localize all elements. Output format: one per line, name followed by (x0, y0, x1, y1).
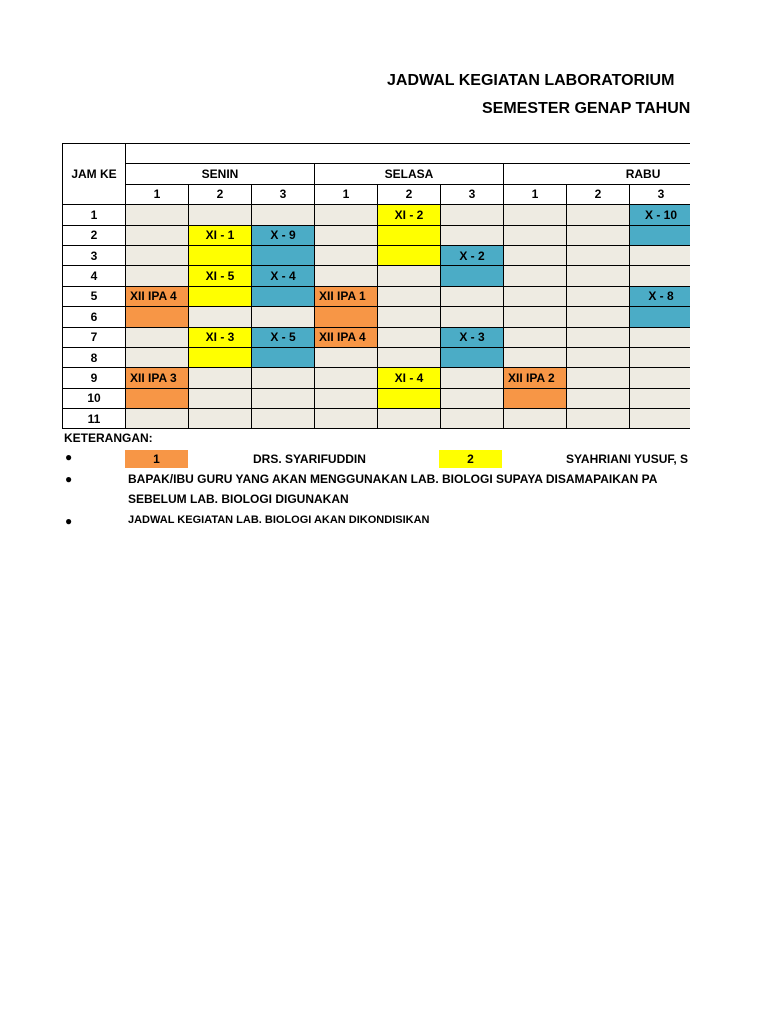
schedule-cell (504, 347, 567, 367)
schedule-cell (441, 225, 504, 245)
schedule-cell (567, 286, 630, 306)
table-row (63, 307, 768, 327)
legend-label: KETERANGAN: (64, 431, 153, 445)
schedule-cell: X - 10 (630, 205, 693, 225)
schedule-cell (126, 388, 189, 408)
day-header-senin: SENIN (126, 164, 315, 184)
schedule-cell (126, 347, 189, 367)
schedule-cell (504, 388, 567, 408)
schedule-cell (315, 307, 378, 327)
schedule-cell: X - 3 (441, 327, 504, 347)
schedule-cell (252, 286, 315, 306)
jam-number: 6 (63, 307, 126, 327)
table-row (63, 225, 768, 245)
schedule-cell: XII IPA 2 (504, 368, 567, 388)
schedule-cell (315, 245, 378, 265)
jam-number: 10 (63, 388, 126, 408)
table-row (63, 245, 768, 265)
schedule-cell (567, 307, 630, 327)
schedule-cell (504, 245, 567, 265)
schedule-cell (630, 409, 693, 429)
jam-number: 9 (63, 368, 126, 388)
note-line-2: SEBELUM LAB. BIOLOGI DIGUNAKAN (128, 492, 349, 506)
schedule-cell (441, 266, 504, 286)
schedule-cell (378, 327, 441, 347)
schedule-cell (189, 347, 252, 367)
schedule-cell (252, 205, 315, 225)
table-row (63, 409, 768, 429)
schedule-cell (378, 266, 441, 286)
schedule-cell (441, 286, 504, 306)
table-row (63, 286, 768, 306)
table-row (63, 347, 768, 367)
sub-column-header: 2 (567, 184, 630, 204)
schedule-cell (252, 409, 315, 429)
schedule-cell (630, 266, 693, 286)
schedule-cell: XI - 1 (189, 225, 252, 245)
schedule-cell (441, 409, 504, 429)
sub-column-header: 2 (378, 184, 441, 204)
legend-teacher-1: DRS. SYARIFUDDIN (253, 452, 366, 466)
sub-column-header: 2 (189, 184, 252, 204)
schedule-cell (567, 409, 630, 429)
schedule-cell (630, 327, 693, 347)
schedule-cell: XI - 3 (189, 327, 252, 347)
schedule-cell: XII IPA 4 (315, 327, 378, 347)
schedule-cell (504, 266, 567, 286)
schedule-cell (126, 205, 189, 225)
document-subtitle: SEMESTER GENAP TAHUN (482, 100, 691, 117)
schedule-cell: XII IPA 1 (315, 286, 378, 306)
schedule-cell (567, 388, 630, 408)
schedule-cell: X - 2 (441, 245, 504, 265)
schedule-cell (378, 286, 441, 306)
schedule-cell (441, 388, 504, 408)
sub-column-header: 3 (252, 184, 315, 204)
document-title: JADWAL KEGIATAN LABORATORIUM (387, 72, 675, 89)
sub-column-header: 3 (630, 184, 693, 204)
note-line-1: BAPAK/IBU GURU YANG AKAN MENGGUNAKAN LAB. BIOLOGI SUPAYA DISAMAPAIKAN PA (128, 472, 658, 486)
hari-header (126, 144, 768, 164)
schedule-cell (189, 286, 252, 306)
schedule-cell (567, 368, 630, 388)
schedule-cell (504, 409, 567, 429)
schedule-cell (189, 245, 252, 265)
schedule-table (62, 143, 768, 429)
schedule-cell (504, 205, 567, 225)
note-line-3: JADWAL KEGIATAN LAB. BIOLOGI AKAN DIKONDISIKAN (128, 514, 430, 526)
table-row (63, 205, 768, 225)
table-row (63, 388, 768, 408)
schedule-cell (315, 409, 378, 429)
bullet-icon: ● (65, 472, 73, 486)
schedule-cell (630, 307, 693, 327)
schedule-cell (252, 307, 315, 327)
schedule-cell (315, 388, 378, 408)
schedule-cell (378, 388, 441, 408)
schedule-cell (126, 245, 189, 265)
bullet-icon: ● (65, 514, 73, 528)
schedule-cell: XII IPA 3 (126, 368, 189, 388)
table-row (63, 368, 768, 388)
schedule-cell (504, 225, 567, 245)
schedule-cell (441, 347, 504, 367)
jam-number: 4 (63, 266, 126, 286)
schedule-cell (189, 368, 252, 388)
sub-column-header: 1 (126, 184, 189, 204)
schedule-cell: XII IPA 4 (126, 286, 189, 306)
jam-number: 11 (63, 409, 126, 429)
jam-number: 1 (63, 205, 126, 225)
schedule-cell (378, 307, 441, 327)
schedule-cell (567, 266, 630, 286)
schedule-cell (126, 225, 189, 245)
schedule-cell: X - 4 (252, 266, 315, 286)
schedule-cell (441, 368, 504, 388)
jam-number: 2 (63, 225, 126, 245)
schedule-cell (315, 266, 378, 286)
schedule-cell (567, 205, 630, 225)
schedule-cell (630, 388, 693, 408)
schedule-cell (126, 409, 189, 429)
sub-column-header: 3 (441, 184, 504, 204)
schedule-cell (630, 368, 693, 388)
schedule-cell (315, 205, 378, 225)
jam-number: 5 (63, 286, 126, 306)
schedule-cell: X - 5 (252, 327, 315, 347)
schedule-cell (252, 388, 315, 408)
schedule-cell (567, 245, 630, 265)
schedule-cell (441, 205, 504, 225)
schedule-cell (630, 347, 693, 367)
schedule-cell (378, 225, 441, 245)
bullet-icon: ● (65, 450, 73, 464)
schedule-cell (378, 245, 441, 265)
schedule-cell (441, 307, 504, 327)
schedule-cell (126, 266, 189, 286)
schedule-cell (252, 347, 315, 367)
schedule-cell (504, 286, 567, 306)
schedule-cell (504, 307, 567, 327)
schedule-cell (189, 205, 252, 225)
schedule-cell (378, 409, 441, 429)
schedule-cell (630, 225, 693, 245)
schedule-cell: X - 9 (252, 225, 315, 245)
sub-column-header: 1 (315, 184, 378, 204)
schedule-cell (126, 307, 189, 327)
schedule-cell (189, 388, 252, 408)
schedule-cell: X - 8 (630, 286, 693, 306)
day-header-rabu: RABU (504, 164, 768, 184)
jam-number: 7 (63, 327, 126, 347)
schedule-cell (189, 409, 252, 429)
schedule-cell (189, 307, 252, 327)
schedule-cell (567, 327, 630, 347)
jam-number: 3 (63, 245, 126, 265)
schedule-cell (315, 368, 378, 388)
schedule-cell (567, 225, 630, 245)
jam-ke-header: JAM KE (63, 144, 126, 205)
schedule-cell (315, 225, 378, 245)
table-row (63, 266, 768, 286)
legend-teacher-2: SYAHRIANI YUSUF, S (566, 452, 689, 466)
schedule-cell (630, 245, 693, 265)
schedule-cell (315, 347, 378, 367)
schedule-cell (252, 368, 315, 388)
schedule-cell (378, 347, 441, 367)
schedule-cell: XI - 4 (378, 368, 441, 388)
day-header-selasa: SELASA (315, 164, 504, 184)
jam-number: 8 (63, 347, 126, 367)
schedule-cell (567, 347, 630, 367)
table-row (63, 327, 768, 347)
schedule-cell: XI - 2 (378, 205, 441, 225)
legend-swatch-1: 1 (125, 450, 188, 468)
legend-swatch-2: 2 (439, 450, 502, 468)
schedule-cell (504, 327, 567, 347)
schedule-cell (126, 327, 189, 347)
sub-column-header: 1 (504, 184, 567, 204)
schedule-cell (252, 245, 315, 265)
schedule-cell: XI - 5 (189, 266, 252, 286)
